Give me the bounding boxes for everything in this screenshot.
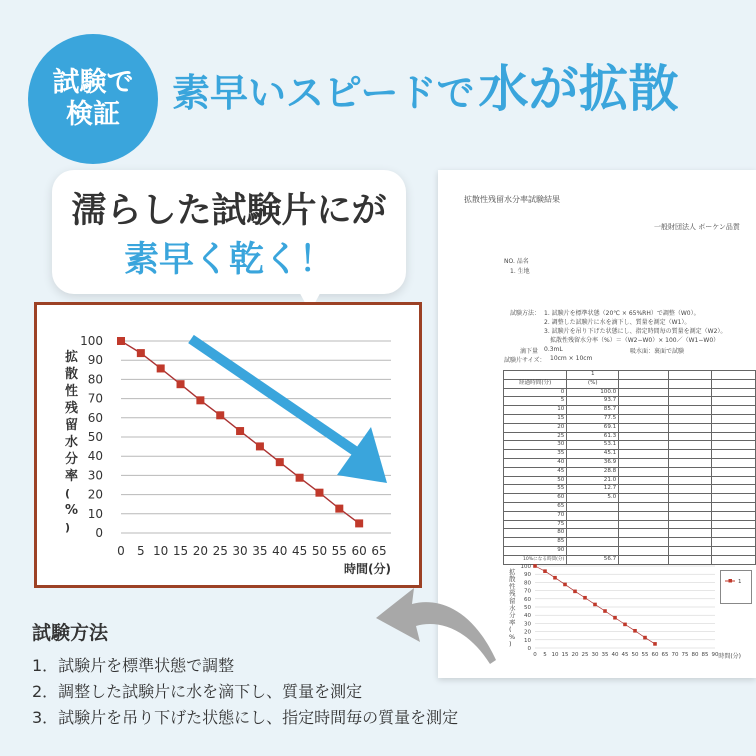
callout-line2: 素早く乾く！ xyxy=(123,240,334,280)
table-row xyxy=(504,441,756,450)
table-cell-time: 70 xyxy=(504,511,567,520)
data-point xyxy=(613,616,617,620)
x-tick-label: 60 xyxy=(351,544,367,558)
data-point xyxy=(157,364,165,372)
x-axis-label: 時間(分) xyxy=(344,562,391,576)
data-point xyxy=(137,349,145,357)
data-point xyxy=(653,642,657,646)
table-cell-value xyxy=(567,529,619,538)
table-cell-value xyxy=(567,520,619,529)
data-point xyxy=(315,489,323,497)
data-point xyxy=(543,569,547,573)
table-cell-value: 100.0 xyxy=(567,388,619,397)
y-tick-label: 60 xyxy=(87,410,103,425)
main-chart xyxy=(37,305,419,585)
data-point xyxy=(256,442,264,450)
badge-line1: 試験で xyxy=(52,66,134,98)
table-cell-value: 28.8 xyxy=(567,467,619,476)
table-header-row-2 xyxy=(504,379,756,388)
verification-badge xyxy=(28,34,158,164)
test-method-step: 1．試験片を標準状態で調整 xyxy=(32,656,235,675)
y-tick-label: 70 xyxy=(524,588,531,595)
x-tick-label: 50 xyxy=(311,544,328,558)
table-cell-value: 53.1 xyxy=(567,441,619,450)
data-point xyxy=(553,576,557,580)
x-tick-label: 40 xyxy=(272,544,288,558)
table-row xyxy=(504,414,756,423)
table-row xyxy=(504,423,756,432)
y-tick-label: 30 xyxy=(87,468,103,483)
x-tick-label: 80 xyxy=(691,652,699,658)
x-tick-label: 30 xyxy=(591,652,599,658)
x-tick-label: 5 xyxy=(543,652,547,658)
x-tick-label: 30 xyxy=(232,544,248,558)
y-axis-label: 拡散性残留水分率( % ) xyxy=(65,350,79,534)
table-cell-value: 5.0 xyxy=(567,494,619,503)
table-cell-value: 69.1 xyxy=(567,423,619,432)
y-tick-label: 20 xyxy=(87,487,103,502)
y-axis-label: 拡散性残留水分率( % ) xyxy=(509,568,516,648)
report-method-label: 試験方法： xyxy=(510,310,541,317)
table-time-head: 経過時間(分) xyxy=(504,379,567,388)
table-cell-time: 20 xyxy=(504,423,567,432)
report-item: 1. 生地 xyxy=(510,268,530,275)
table-cell-value: 85.7 xyxy=(567,406,619,415)
data-point xyxy=(296,474,304,482)
data-point xyxy=(643,636,647,640)
data-point xyxy=(573,590,577,594)
table-cell-value xyxy=(567,538,619,547)
x-tick-label: 10 xyxy=(153,544,169,558)
data-point xyxy=(177,380,185,388)
x-axis-label: 時間(分) xyxy=(718,653,741,660)
x-tick-label: 55 xyxy=(641,652,649,658)
table-cell-time: 5 xyxy=(504,397,567,406)
table-row xyxy=(504,458,756,467)
report-drop-label: 滴下量 xyxy=(520,348,539,355)
x-tick-label: 85 xyxy=(701,652,709,658)
y-tick-label: 80 xyxy=(524,580,531,587)
x-tick-label: 65 xyxy=(661,652,669,658)
table-cell-value: 12.7 xyxy=(567,485,619,494)
table-cell-time: 10 xyxy=(504,406,567,415)
y-tick-label: 60 xyxy=(524,596,531,603)
data-point xyxy=(117,337,125,345)
x-tick-label: 25 xyxy=(212,544,228,558)
x-tick-label: 20 xyxy=(571,652,579,658)
table-row xyxy=(504,397,756,406)
x-tick-label: 10 xyxy=(551,652,559,658)
trend-arrow-head xyxy=(337,427,387,483)
y-tick-label: 90 xyxy=(87,353,103,368)
y-tick-label: 40 xyxy=(524,613,531,620)
legend-label: 1 xyxy=(738,579,742,585)
y-tick-label: 40 xyxy=(87,449,103,464)
table-cell-time: 85 xyxy=(504,538,567,547)
report-no-label: NO. 品名 xyxy=(504,258,529,265)
report-method-2: 2. 調整した試験片に水を滴下し、質量を測定（W1）。 xyxy=(544,319,691,326)
report-table xyxy=(503,370,756,565)
headline-emphasis: 水が拡散 xyxy=(478,60,679,118)
data-point xyxy=(563,583,567,587)
table-col-head: 1 xyxy=(567,371,619,380)
report-method-3: 3. 試験片を吊り下げた状態にし、指定時間毎の質量を測定（W2）。 xyxy=(544,328,727,335)
table-cell-value: 93.7 xyxy=(567,397,619,406)
x-tick-label: 35 xyxy=(601,652,609,658)
data-point xyxy=(276,458,284,466)
table-cell-value xyxy=(567,502,619,511)
table-row xyxy=(504,538,756,547)
y-tick-label: 0 xyxy=(95,526,103,540)
data-point xyxy=(236,427,244,435)
x-tick-label: 0 xyxy=(117,544,125,558)
table-cell-time: 65 xyxy=(504,502,567,511)
report-drop-value: 0.3mL xyxy=(544,346,563,353)
table-row xyxy=(504,520,756,529)
table-cell-value: 56.7 xyxy=(567,555,619,564)
report-absorb-note: 吸水面：裏面で試験 xyxy=(630,348,685,355)
x-tick-label: 45 xyxy=(621,652,629,658)
y-tick-label: 30 xyxy=(524,621,531,628)
y-tick-label: 100 xyxy=(520,564,531,570)
test-method-heading: 試験方法 xyxy=(32,622,109,644)
x-tick-label: 60 xyxy=(651,652,659,658)
table-cell-time: 45 xyxy=(504,467,567,476)
report-size-label: 試験片サイズ： xyxy=(504,357,546,364)
table-cell-time: 35 xyxy=(504,450,567,459)
table-row xyxy=(504,450,756,459)
table-cell-value: 21.0 xyxy=(567,476,619,485)
table-cell-value xyxy=(567,511,619,520)
table-row xyxy=(504,511,756,520)
x-tick-label: 45 xyxy=(291,544,308,558)
x-tick-label: 65 xyxy=(371,544,387,558)
table-cell-value: 61.3 xyxy=(567,432,619,441)
mini-chart-legend xyxy=(720,570,752,604)
table-row xyxy=(504,494,756,503)
table-cell-time: 0 xyxy=(504,388,567,397)
table-row xyxy=(504,406,756,415)
table-header-row-1 xyxy=(504,371,756,380)
data-point xyxy=(355,519,363,527)
test-method-step: 2．調整した試験片に水を滴下し、質量を測定 xyxy=(32,682,363,701)
x-tick-label: 35 xyxy=(252,544,268,558)
x-tick-label: 0 xyxy=(533,652,537,658)
table-row xyxy=(504,388,756,397)
y-tick-label: 80 xyxy=(87,372,103,387)
table-cell-time: 75 xyxy=(504,520,567,529)
y-tick-label: 50 xyxy=(87,430,103,444)
callout-bubble xyxy=(52,170,406,294)
table-cell-time: 40 xyxy=(504,458,567,467)
y-tick-label: 70 xyxy=(87,391,103,406)
x-tick-label: 15 xyxy=(561,652,569,658)
table-cell-value: 45.1 xyxy=(567,450,619,459)
main-chart-frame xyxy=(34,302,422,588)
report-method-1: 1. 試験片を標準状態（20℃ × 65%RH）で調整（W0）。 xyxy=(544,310,700,317)
x-tick-label: 5 xyxy=(137,544,145,558)
table-row xyxy=(504,432,756,441)
x-tick-label: 25 xyxy=(581,652,589,658)
headline xyxy=(172,60,678,122)
test-method-section xyxy=(32,618,458,731)
table-unit-head: (%) xyxy=(567,379,619,388)
table-cell-time: 25 xyxy=(504,432,567,441)
data-point xyxy=(216,411,224,419)
x-tick-label: 90 xyxy=(711,652,719,658)
x-tick-label: 70 xyxy=(671,652,679,658)
y-tick-label: 90 xyxy=(524,572,531,579)
data-point xyxy=(633,629,637,633)
y-tick-label: 100 xyxy=(80,334,103,348)
y-tick-label: 10 xyxy=(87,506,103,521)
table-row xyxy=(504,476,756,485)
table-row xyxy=(504,546,756,555)
table-cell-value: 77.5 xyxy=(567,414,619,423)
x-tick-label: 75 xyxy=(681,652,689,658)
table-cell-time: 55 xyxy=(504,485,567,494)
y-tick-label: 50 xyxy=(524,605,531,611)
table-cell-time: 30 xyxy=(504,441,567,450)
x-tick-label: 15 xyxy=(172,544,189,558)
trend-arrow-shaft xyxy=(191,339,355,451)
report-formula: 拡散性残留水分率（%）＝（W2−W0）× 100／（W1−W0） xyxy=(550,337,720,344)
legend-marker xyxy=(729,579,733,583)
x-tick-label: 20 xyxy=(192,544,209,558)
data-point xyxy=(196,396,204,404)
x-tick-label: 40 xyxy=(611,652,619,658)
y-tick-label: 0 xyxy=(527,646,531,652)
table-cell-time: 50 xyxy=(504,476,567,485)
y-tick-label: 20 xyxy=(524,629,531,636)
table-cell-value: 36.9 xyxy=(567,458,619,467)
data-point xyxy=(533,564,537,568)
report-title: 拡散性残留水分率試験結果 xyxy=(464,195,560,204)
table-cell-time: 80 xyxy=(504,529,567,538)
table-cell-value xyxy=(567,546,619,555)
report-size-value: 10cm × 10cm xyxy=(550,355,593,362)
data-point xyxy=(593,603,597,607)
y-tick-label: 10 xyxy=(524,637,531,644)
table-cell-time: 90 xyxy=(504,546,567,555)
table-row xyxy=(504,502,756,511)
table-cell-time: 15 xyxy=(504,414,567,423)
data-point xyxy=(583,596,587,600)
x-tick-label: 50 xyxy=(631,652,639,658)
badge-line2: 検証 xyxy=(66,99,120,130)
headline-lead: 素早いスピードで xyxy=(172,71,475,115)
table-row xyxy=(504,529,756,538)
table-row xyxy=(504,467,756,476)
data-point xyxy=(623,623,627,627)
data-point xyxy=(603,609,607,613)
callout-line1: 濡らした試験片にが xyxy=(71,191,387,231)
report-mini-chart xyxy=(493,558,755,670)
table-row xyxy=(504,485,756,494)
table-cell-time: 10%になる時間(分) xyxy=(504,555,567,564)
x-tick-label: 55 xyxy=(331,544,347,558)
test-method-step: 3．試験片を吊り下げた状態にし、指定時間毎の質量を測定 xyxy=(32,708,459,727)
data-point xyxy=(335,505,343,513)
report-organization: 一般財団法人 ボーケン品質 xyxy=(654,223,740,231)
table-cell-time: 60 xyxy=(504,494,567,503)
